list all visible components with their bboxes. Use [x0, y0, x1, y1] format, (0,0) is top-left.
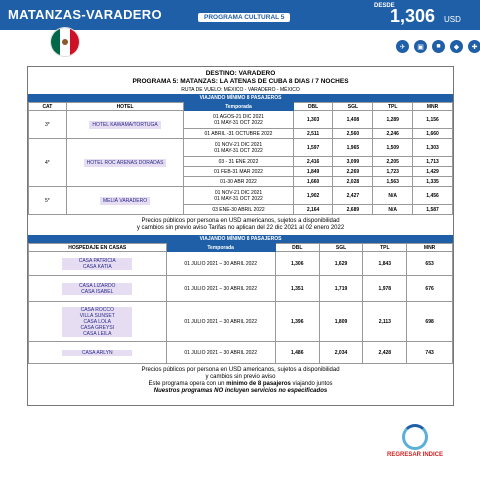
cat-cell: 3*: [29, 111, 67, 139]
hotel-name: HOTEL ROC ARENAS DORADAS: [84, 159, 167, 167]
table-row: 03 - 31 ENE 2022 2,416 3,099 2,205 1,713: [29, 157, 453, 167]
col-cat: CAT: [29, 103, 67, 111]
table-row: 5* MELIÁ VARADERO 01 NOV-21 DIC 2021 01 MAY-31 OCT 2022 1,902 2,427 N/A 1,456: [29, 187, 453, 205]
col-dbl: DBL: [293, 103, 333, 111]
house-name: CASA GREYSI: [62, 325, 132, 331]
table-row: 01 FEB-31 MAR 2022 1,849 2,269 1,723 1,429: [29, 167, 453, 177]
season-cell: 01 AGOS-21 DIC 2021 01 MAY-31 OCT 2022: [184, 111, 293, 129]
section2-bar: VIAJANDO MÍNIMO 8 PASAJEROS: [28, 235, 453, 243]
mexico-flag-icon: [50, 27, 80, 57]
hotel-name: HOTEL KAWAMA/TORTUGA: [89, 121, 160, 129]
hotel-cell: [66, 187, 184, 215]
section1-bar: VIAJANDO MÍNIMO 8 PASAJEROS: [28, 94, 453, 102]
taxes-label: IMPUESTOS INCLUIDOS: [394, 24, 470, 31]
col-hotel: HOTEL: [66, 103, 184, 111]
house-name: VILLA SUNSET: [62, 313, 132, 319]
table-row: CASA ARLYN 01 JULIO 2021 – 30 ABRIL 2022 1,486 2,034 2,428 743: [29, 342, 453, 364]
table-row: 3* HOTEL KAWAMA/TORTUGA 01 AGOS-21 DIC 2021 01 MAY-31 OCT 2022 1,303 1,408 1,289 1,156: [29, 111, 453, 129]
table-row: CASA LIZARDO CASA ISABEL 01 JULIO 2021 – 30 ABRIL 2022 1,351 1,719 1,978 676: [29, 276, 453, 302]
table-row: 4* HOTEL ROC ARENAS DORADAS 01 NOV-21 DIC 2021 01 MAY-31 OCT 2022 1,597 1,965 1,509 1,303: [29, 139, 453, 157]
house-name: CASA ARLYN: [62, 350, 132, 356]
table-row: CASA PATRICIA CASA KATIA 01 JULIO 2021 – 30 ABRIL 2022 1,306 1,629 1,843 653: [29, 252, 453, 276]
hotel-name: MELIÁ VARADERO: [100, 197, 150, 205]
back-to-index-button[interactable]: [384, 424, 446, 458]
plane-icon: ✈: [396, 40, 409, 53]
table-row: 01-30 ABR 2022 1,660 2,028 1,563 1,335: [29, 177, 453, 187]
col-tpl: TPL: [373, 103, 413, 111]
service-icons: [396, 40, 480, 53]
cat-cell: 4*: [29, 139, 67, 187]
hotel-cell: [66, 111, 184, 139]
table-row: CASA ROCCO VILLA SUNSET CASA LOLA CASA GREYSI CASA LEILA 01 JULIO 2021 – 30 ABRIL 2022 1,396 1,809 2,113 698: [29, 302, 453, 342]
hotel-cell: [66, 139, 184, 187]
pricing-note-2: Precios públicos por persona en USD americanos, sujetos a disponibilidad y cambios sin previo aviso Este programa opera con un mínimo de 8 pasajeros viajando juntos Nuestros programas NO incluyen servicios no especificados: [141, 367, 340, 394]
medical-icon: ✚: [468, 40, 480, 53]
house-price-table: [28, 243, 453, 364]
col-sgl: SGL: [333, 103, 373, 111]
tour-icon: ◆: [450, 40, 463, 53]
cat-cell: 5*: [29, 187, 67, 215]
program-badge: PROGRAMA CULTURAL 5: [198, 13, 290, 22]
pricing-note-1: Precios públicos por persona en USD americanos, sujetos a disponibilidad y cambios sin previo aviso Tarifas no aplican del 22 dic 2021 al 02 enero 2022: [136, 218, 345, 231]
hotel-price-table: [28, 102, 453, 215]
flight-route: RUTA DE VUELO: MÉXICO - VARADERO - MÉXICO: [181, 87, 300, 93]
house-name: CASA LIZARDO: [62, 283, 132, 289]
hotel-icon: ▣: [414, 40, 427, 53]
refresh-arrow-icon: [402, 424, 428, 450]
col-mnr: MNR: [413, 103, 453, 111]
bus-icon: ■: [432, 40, 445, 53]
house-name: CASA LOLA: [62, 319, 132, 325]
house-name: CASA ROCCO: [62, 307, 132, 313]
program-title: PROGRAMA 5: MATANZAS: LA ATENAS DE CUBA 8 DIAS / 7 NOCHES: [132, 78, 349, 85]
price-from-label: DESDE: [374, 3, 395, 9]
table-header: [29, 103, 453, 111]
col-season: Temporada: [184, 103, 293, 111]
destination: DESTINO: VARADERO: [205, 70, 276, 77]
house-name: CASA ISABEL: [62, 289, 132, 295]
house-name: CASA PATRICIA: [62, 258, 132, 264]
price-document: [27, 66, 454, 406]
table-header: HOSPEDAJE EN CASAS Temporada DBL SGL TPL MNR: [29, 244, 453, 252]
price-currency: USD: [444, 15, 461, 24]
house-name: CASA LEILA: [62, 331, 132, 337]
house-name: CASA KATIA: [62, 264, 132, 270]
table-row: 01 ABRIL -31 OCTUBRE 2022 2,511 2,560 2,246 1,660: [29, 129, 453, 139]
back-to-index-label: REGRESAR INDICE: [386, 452, 443, 458]
page-title: MATANZAS-VARADERO: [8, 7, 162, 22]
price-value: 1,306: [390, 6, 436, 26]
table-row: 03 ENE-30 ABRIL 2022 2,164 2,689 N/A 1,587: [29, 205, 453, 215]
